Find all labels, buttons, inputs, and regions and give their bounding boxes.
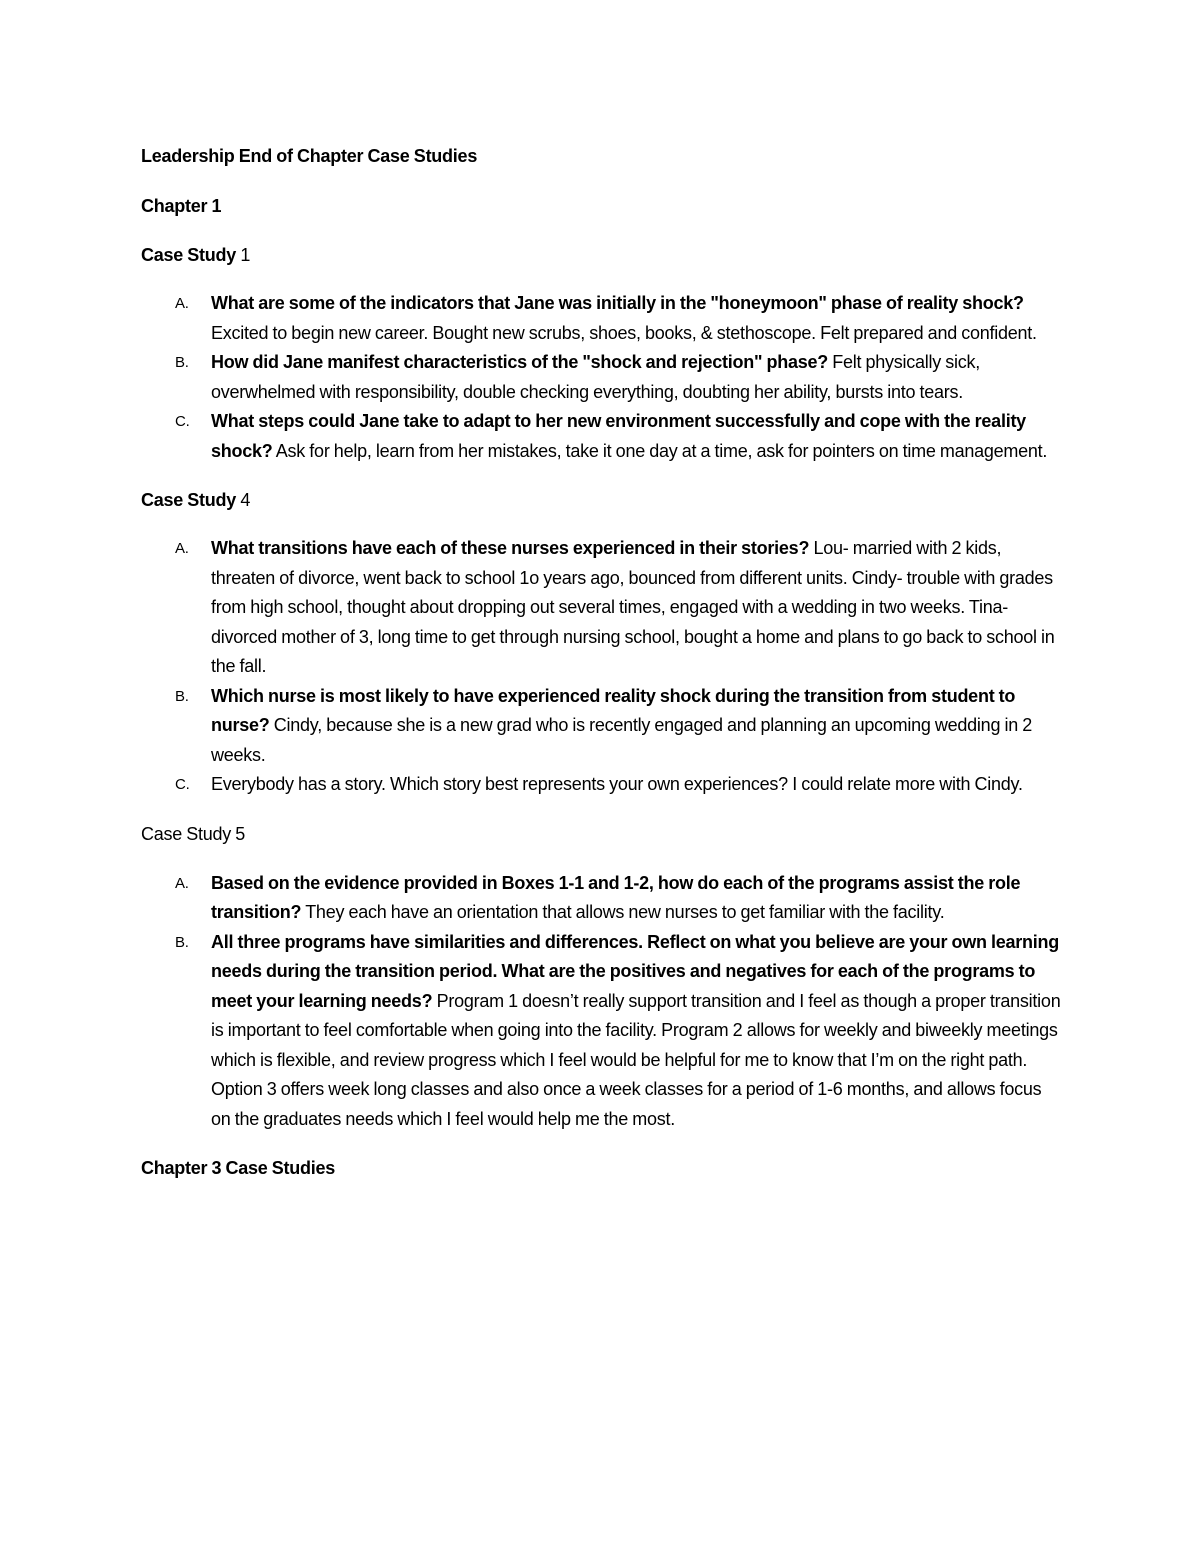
question-text: Which nurse is most likely to have experienced reality shock during the transition from student to nurse? [211, 685, 1016, 735]
list-item [141, 534, 1061, 682]
list-marker: B. [175, 687, 189, 705]
list-item [141, 682, 1061, 771]
chapter-3-heading: Chapter 3 Case Studies [141, 1158, 336, 1178]
list-marker: A. [175, 295, 189, 312]
case-study-1-label: Case Study [141, 245, 237, 265]
document-title: Leadership End of Chapter Case Studies [141, 146, 478, 166]
answer-text: Excited to begin new career. Bought new scrubs, shoes, books, & stethoscope. Felt prepared and confident. [211, 322, 1037, 343]
question-text: All three programs have similarities and differences. Reflect on what you believe are your own learning needs during the transition period. What are the positives and negatives for each of the programs to meet your learning needs? [211, 931, 1060, 1011]
list-marker: C. [175, 776, 190, 793]
answer-text: Everybody has a story. Which story best represents your own experiences? I could relate more with Cindy. [211, 774, 1023, 794]
case-study-4-heading [141, 485, 1061, 515]
case-study-4-number: 4 [240, 490, 251, 510]
list-marker: B. [175, 933, 189, 951]
case-study-1-number: 1 [240, 245, 251, 265]
question-text: Based on the evidence provided in Boxes 1-1 and 1-2, how do each of the programs assist the role transition? [211, 872, 1021, 922]
list-item [141, 770, 1061, 800]
answer-text: Cindy, because she is a new grad who is recently engaged and planning an upcoming wedding in 2 weeks. [211, 715, 1032, 765]
list-marker: A. [175, 540, 189, 557]
list-marker: A. [175, 874, 189, 892]
case-study-1-questions [141, 289, 1061, 466]
question-text: What transitions have each of these nurses experienced in their stories? [211, 538, 810, 558]
list-item [141, 348, 1061, 407]
list-item [141, 289, 1061, 348]
case-study-5-questions [141, 869, 1061, 1135]
list-item [141, 928, 1061, 1135]
question-text: What steps could Jane take to adapt to her new environment successfully and cope with the reality shock? [211, 411, 1026, 461]
answer-text: Program 1 doesn’t really support transition and I feel as though a proper transition is important to feel comfortable when going into the facility. Program 2 allows for weekly and biweekly meetings which is flexible, and review progress which I feel would be helpful for me to know that I’m on the right path. Option 3 offers week long classes and also once a week classes for a period of 1-6 months, and allows focus on the graduates needs which I feel would help me the most. [211, 990, 1061, 1129]
list-marker: C. [175, 413, 190, 430]
answer-text: Felt physically sick, overwhelmed with responsibility, double checking everything, doubting her ability, bursts into tears. [211, 352, 981, 402]
list-item [141, 407, 1061, 466]
case-study-4-label: Case Study [141, 490, 237, 510]
question-text: How did Jane manifest characteristics of the "shock and rejection" phase? [211, 352, 828, 372]
answer-text: Ask for help, learn from her mistakes, take it one day at a time, ask for pointers on time management. [275, 440, 1048, 461]
chapter-1-heading: Chapter 1 [141, 196, 222, 216]
answer-text: Lou- married with 2 kids, threaten of divorce, went back to school 1o years ago, bounced from different units. Cindy- trouble with grades from high school, thought about dropping out several times, engaged with a wedding in two weeks. Tina- divorced mother of 3, long time to get through nursing school, bought a home and plans to go back to school in the fall. [211, 538, 1055, 676]
case-study-4-questions [141, 534, 1061, 800]
case-study-1-heading [141, 240, 1061, 270]
case-study-5-heading: Case Study 5 [141, 823, 246, 844]
document-page [141, 141, 1061, 1183]
question-text: What are some of the indicators that Jane was initially in the "honeymoon" phase of reality shock? [211, 293, 1024, 313]
list-item [141, 869, 1061, 928]
list-marker: B. [175, 354, 189, 371]
answer-text: They each have an orientation that allows new nurses to get familiar with the facility. [305, 902, 945, 922]
